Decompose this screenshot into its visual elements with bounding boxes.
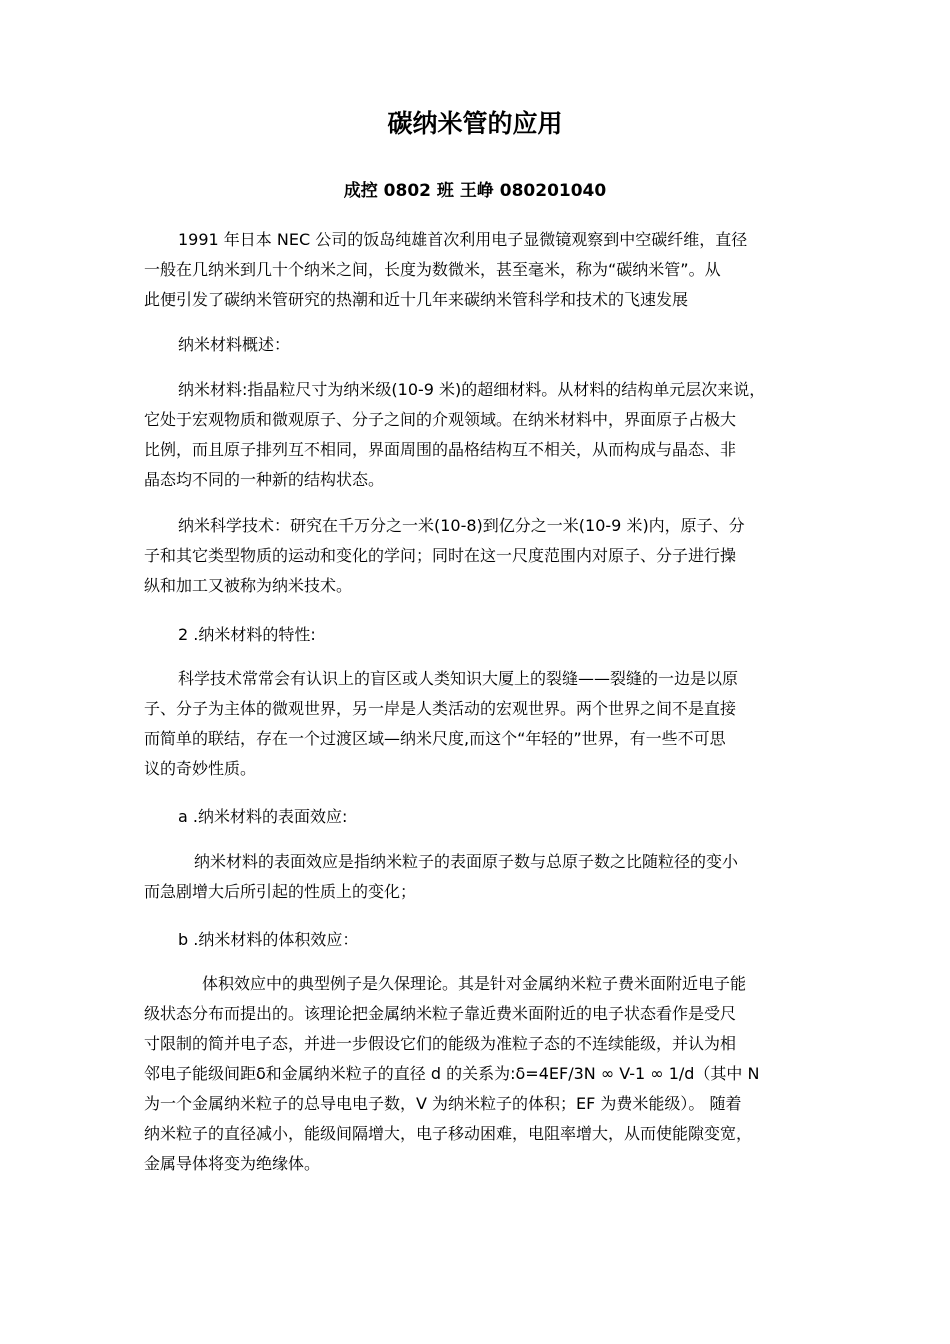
heading-surface-effect <box>144 802 834 832</box>
text-line: 纵和加工又被称为纳米技术。 <box>144 576 353 595</box>
text-line: 级状态分布而提出的。该理论把金属纳米粒子靠近费米面附近的电子状态看作是受尺 <box>144 1004 737 1023</box>
text-line: 晶态均不同的一种新的结构状态。 <box>144 470 385 489</box>
properties-paragraph <box>144 664 834 784</box>
author-line: 成控 0802 班 王峥 080201040 <box>343 181 607 201</box>
heading-text: 2 .纳米材料的特性: <box>178 625 316 644</box>
text-line: 而急剧增大后所引起的性质上的变化； <box>144 882 417 901</box>
text-line: 纳米材料:指晶粒尺寸为纳米级(10-9 米)的超细材料。从材料的结构单元层次来说， <box>178 380 766 399</box>
volume-effect-paragraph <box>144 969 834 1179</box>
text-line: 而简单的联结，存在一个过渡区域—纳米尺度,而这个“年轻的”世界，有一些不可思 <box>144 729 726 748</box>
heading-volume-effect <box>144 925 834 955</box>
surface-effect-paragraph <box>144 847 834 907</box>
text-line: 邻电子能级间距δ和金属纳米粒子的直径 d 的关系为:δ=4EF/3N ∞ V-1 ∞ 1/d（其中 N <box>144 1064 760 1083</box>
intro-paragraph <box>144 225 834 315</box>
heading-properties <box>144 620 834 650</box>
text-line: 为一个金属纳米粒子的总导电电子数，V 为纳米粒子的体积；EF 为费米能级）。 随着 <box>144 1094 742 1113</box>
text-line: 它处于宏观物质和微观原子、分子之间的介观领域。在纳米材料中，界面原子占极大 <box>144 410 737 429</box>
text-line: 纳米材料的表面效应是指纳米粒子的表面原子数与总原子数之比随粒径的变小 <box>194 852 739 871</box>
nano-material-paragraph <box>144 375 834 495</box>
heading-text: b .纳米材料的体积效应： <box>178 930 359 949</box>
heading-text: a .纳米材料的表面效应: <box>178 807 348 826</box>
text-line: 议的奇妙性质。 <box>144 759 257 778</box>
document-title: 碳纳米管的应用 <box>387 109 563 138</box>
text-line: 子和其它类型物质的运动和变化的学问；同时在这一尺度范围内对原子、分子进行操 <box>144 546 737 565</box>
text-line: 比例，而且原子排列互不相同，界面周围的晶格结构互不相关，从而构成与晶态、非 <box>144 440 737 459</box>
text-line: 科学技术常常会有认识上的盲区或人类知识大厦上的裂缝——裂缝的一边是以原 <box>178 669 739 688</box>
text-line: 此便引发了碳纳米管研究的热潮和近十几年来碳纳米管科学和技术的飞速发展 <box>144 290 689 309</box>
text-line: 体积效应中的典型例子是久保理论。其是针对金属纳米粒子费米面附近电子能 <box>202 974 747 993</box>
nano-tech-paragraph <box>144 511 834 601</box>
heading-overview <box>144 330 834 360</box>
text-line: 金属导体将变为绝缘体。 <box>144 1154 321 1173</box>
text-line: 子、分子为主体的微观世界，另一岸是人类活动的宏观世界。两个世界之间不是直接 <box>144 699 737 718</box>
text-line: 一般在几纳米到几十个纳米之间，长度为数微米，甚至毫米，称为“碳纳米管”。从 <box>144 260 721 279</box>
text-line: 纳米粒子的直径减小，能级间隔增大，电子移动困难，电阻率增大，从而使能隙变宽， <box>144 1124 753 1143</box>
text-line: 纳米科学技术：研究在千万分之一米(10-8)到亿分之一米(10-9 米)内，原子、分 <box>178 516 745 535</box>
heading-text: 纳米材料概述： <box>178 335 291 354</box>
text-line: 1991 年日本 NEC 公司的饭岛纯雄首次利用电子显微镜观察到中空碳纤维，直径 <box>178 230 748 249</box>
text-line: 寸限制的简并电子态，并进一步假设它们的能级为准粒子态的不连续能级，并认为相 <box>144 1034 737 1053</box>
